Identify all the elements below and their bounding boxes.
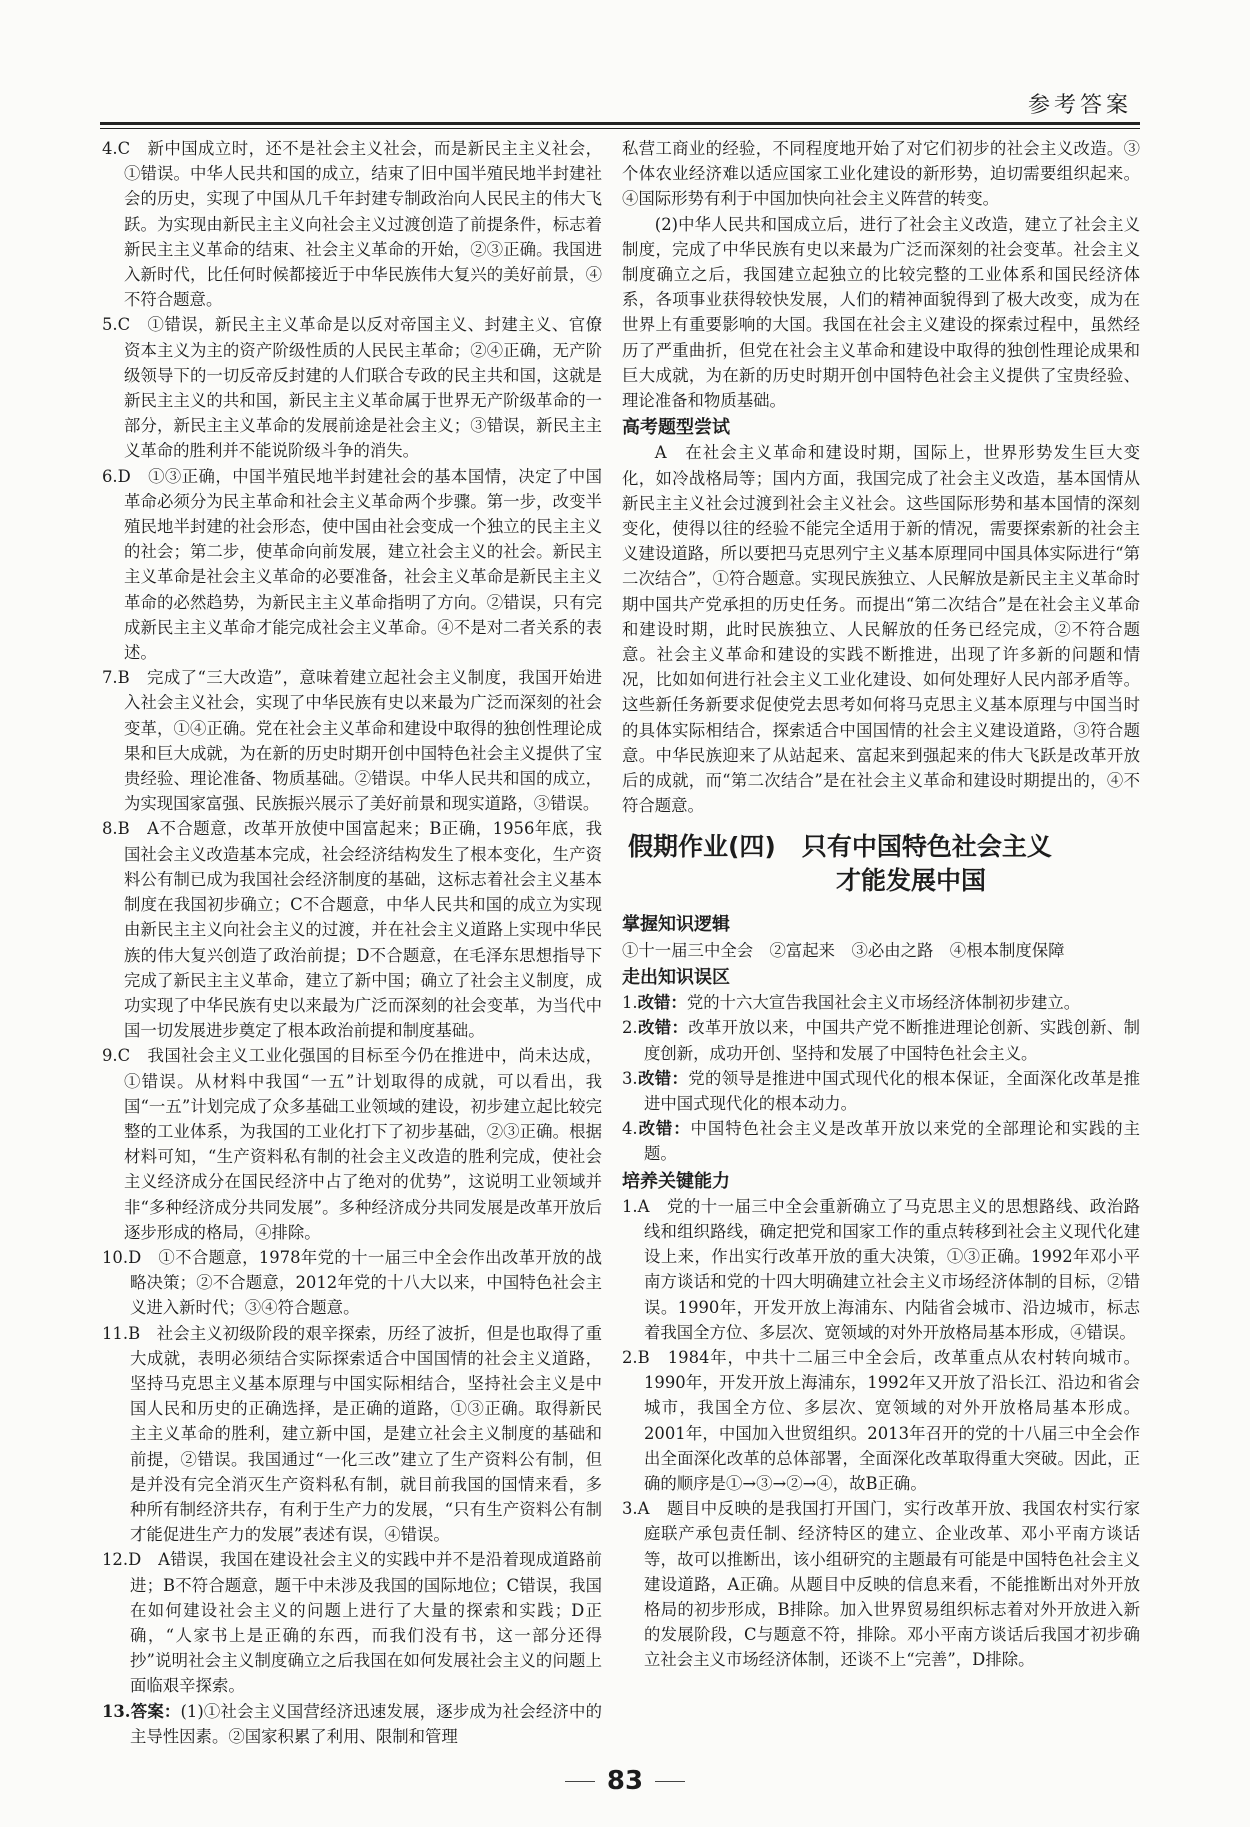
answer-item: 12.D A错误，我国在建设社会主义的实践中并不是沿着现成道路前进；B不符合题意，题干中未涉及我国的国际地位；C错误，我国在如何建设社会主义的问题上进行了大量的探索和实践；D正确，“人家书上是正确的东西，而我们没有书，这一部分还得抄”说明社会主义制度确立之后我国在如何发展社会主义的问题上面临艰辛探索。 bbox=[102, 1550, 603, 1696]
mistake-item: 2.改错：改革开放以来，中国共产党不断推进理论创新、实践创新、制度创新，成功开创、坚持和发展了中国特色社会主义。 bbox=[622, 1018, 1141, 1063]
section-heading-mistakes: 走出知识误区 bbox=[622, 966, 730, 988]
section-heading-knowledge: 掌握知识逻辑 bbox=[622, 914, 730, 936]
header-rule-thin bbox=[100, 128, 1140, 129]
answer-part-2: (2)中华人民共和国成立后，进行了社会主义改造，建立了社会主义制度，完成了中华民族有史以来最为广泛而深刻的社会变革。社会主义制度确立之后，我国建立起独立的比较完整的工业体系和国民经济体系，各项事业获得较快发展，人们的精神面貌得到了极大改变，成为在世界上有重要影响的大国。我国在社会主义建设的探索过程中，虽然经历了严重曲折，但党在社会主义革命和建设中取得的独创性理论成果和巨大成就，为在新的历史时期开创中国特色社会主义提供了宝贵经验、理论准备和物质基础。 bbox=[622, 214, 1140, 411]
section-heading-gaokao: 高考题型尝试 bbox=[622, 417, 730, 439]
answer-item: 10.D ①不合题意，1978年党的十一届三中全会作出改革开放的战略决策；②不合题意，2012年党的十八大以来，中国特色社会主义进入新时代；③④符合题意。 bbox=[102, 1247, 602, 1318]
ability-item: 2.B 1984年，中共十二届三中全会后，改革重点从农村转向城市。1990年，开发开放上海浦东，1992年又开放了沿长江、沿边和省会城市，我国全方位、多层次、宽领域的对外开放格局基本形成。2001年，中国加入世贸组织。2013年召开的党的十八届三中全会作出全面深化改革的总体部署，全面深化改革取得重大突破。因此，正确的顺序是①→③→②→④，故B正确。 bbox=[622, 1347, 1141, 1493]
answer-item: 8.B A不合题意，改革开放使中国富起来；B正确，1956年底，我国社会主义改造基本完成，社会经济结构发生了根本变化，生产资料公有制已成为我国社会经济制度的基础，这标志着社会主义基本制度在我国初步确立；C不合题意，中华人民共和国的成立为实现由新民主主义向社会主义的过渡，并在社会主义道路上实现中华民族的伟大复兴创造了政治前提；D不合题意，在毛泽东思想指导下完成了新民主主义革命，建立了新中国；确立了社会主义制度，成功实现了中华民族有史以来最为广泛而深刻的社会变革，为当代中国一切发展进步奠定了根本政治前提和制度基础。 bbox=[102, 819, 603, 1041]
mistake-item: 3.改错：党的领导是推进中国式现代化的根本保证，全面深化改革是推进中国式现代化的根本动力。 bbox=[622, 1068, 1141, 1113]
homework-topic-line2: 才能发展中国 bbox=[836, 866, 987, 896]
gaokao-answer: A 在社会主义革命和建设时期，国际上，世界形势发生巨大变化，如冷战格局等；国内方面，我国完成了社会主义改造，基本国情从新民主主义社会过渡到社会主义社会。这些国际形势和基本国情的深刻变化，使得以往的经验不能完全适用于新的情况，需要探索新的社会主义建设道路，所以要把马克思列宁主义基本原理同中国具体实际进行“第二次结合”，①符合题意。实现民族独立、人民解放是新民主主义革命时期中国共产党承担的历史任务。而提出“第二次结合”是在社会主义革命和建设时期，此时民族独立、人民解放的任务已经完成，②不符合题意。社会主义革命和建设的实践不断推进，出现了许多新的问题和情况，比如如何进行社会主义工业化建设、如何处理好人民内部矛盾等。这些新任务新要求促使党去思考如何将马克思主义基本原理与中国当时的具体实际相结合，探索适合中国国情的社会主义建设道路，③符合题意。中华民族迎来了从站起来、富起来到强起来的伟大飞跃是改革开放后的成就，而“第二次结合”是在社会主义革命和建设时期提出的，④不符合题意。 bbox=[622, 443, 1140, 816]
left-column bbox=[102, 136, 602, 1749]
answer-item: 11.B 社会主义初级阶段的艰辛探索，历经了波折，但是也取得了重大成就，表明必须结合实际探索适合中国国情的社会主义道路，坚持马克思主义基本原理与中国实际相结合，坚持社会主义是中国人民和历史的正确选择，是正确的道路，①③正确。取得新民主主义革命的胜利，建立新中国，是建立社会主义制度的基础和前提，②错误。我国通过“一化三改”建立了生产资料公有制，但是并没有完全消灭生产资料私有制，就目前我国的国情来看，多种所有制经济共存，有利于生产力的发展，“只有生产资料公有制才能促进生产力的发展”表述有误，④错误。 bbox=[102, 1323, 603, 1545]
knowledge-answers: ①十一届三中全会 ②富起来 ③必由之路 ④根本制度保障 bbox=[622, 940, 1065, 960]
page-header-title: 参考答案 bbox=[1027, 93, 1132, 118]
header-rule bbox=[100, 122, 1140, 125]
answer-item: 4.C 新中国成立时，还不是社会主义社会，而是新民主主义社会，①错误。中华人民共和国的成立，结束了旧中国半殖民地半封建社会的历史，实现了中国从几千年封建专制政治向人民民主的伟大飞跃。为实现由新民主主义向社会主义过渡创造了前提条件，标志着新民主主义革命的结束、社会主义革命的开始，②③正确。我国进入新时代，比任何时候都接近于中华民族伟大复兴的美好前景，④不符合题意。 bbox=[102, 139, 603, 310]
answer-item: 9.C 我国社会主义工业化强国的目标至今仍在推进中，尚未达成，①错误。从材料中我国“一五”计划取得的成就，可以看出，我国“一五”计划完成了众多基础工业领域的建设，初步建立起比较完整的工业体系，为我国的工业化打下了初步基础，②③正确。根据材料可知，“生产资料私有制的社会主义改造的胜利完成，使社会主义经济成分在国民经济中占了绝对的优势”，这说明工业领域并非“多种经济成分共同发展”。多种经济成分共同发展是改革开放后逐步形成的格局，④排除。 bbox=[102, 1046, 603, 1242]
mistake-item: 4.改错：中国特色社会主义是改革开放以来党的全部理论和实践的主题。 bbox=[622, 1119, 1141, 1164]
answer-item: 5.C ①错误，新民主主义革命是以反对帝国主义、封建主义、官僚资本主义为主的资产阶级性质的人民民主革命；②④正确，无产阶级领导下的一切反帝反封建的人们联合专政的民主共和国，这就是新民主主义的共和国，新民主主义革命属于世界无产阶级革命的一部分，新民主主义革命的发展前途是社会主义；③错误，新民主主义革命的胜利并不能说阶级斗争的消失。 bbox=[102, 315, 603, 461]
homework-topic: 只有中国特色社会主义 bbox=[801, 832, 1052, 862]
answer-item: 13.答案：(1)①社会主义国营经济迅速发展，逐步成为社会经济中的主导性因素。②国家积累了利用、限制和管理 bbox=[102, 1701, 603, 1746]
ability-item: 3.A 题目中反映的是我国打开国门，实行改革开放、我国农村实行家庭联产承包责任制、经济特区的建立、企业改革、邓小平南方谈话等，故可以推断出，该小组研究的主题最有可能是中国特色社会主义建设道路，A正确。从题目中反映的信息来看，不能推断出对外开放格局的初步形成，B排除。加入世界贸易组织标志着对外开放进入新的发展阶段，C与题意不符，排除。邓小平南方谈话后我国才初步确立社会主义市场经济体制，还谈不上“完善”，D排除。 bbox=[622, 1499, 1141, 1670]
homework-title bbox=[622, 830, 1140, 898]
answer-continuation: 私营工商业的经验，不同程度地开始了对它们初步的社会主义改造。③个体农业经济难以适应国家工业化建设的新形势，迫切需要组织起来。④国际形势有利于中国加快向社会主义阵营的转变。 bbox=[622, 139, 1140, 209]
ability-item: 1.A 党的十一届三中全会重新确立了马克思主义的思想路线、政治路线和组织路线，确定把党和国家工作的重点转移到社会主义现代化建设上来，作出实行改革开放的重大决策，①③正确。1992年邓小平南方谈话和党的十四大明确建立社会主义市场经济体制的目标，②错误。1990年，开发开放上海浦东、内陆省会城市、沿边城市，标志着我国全方位、多层次、宽领域的对外开放格局基本形成，④错误。 bbox=[622, 1196, 1141, 1342]
page-number: 83 bbox=[0, 1766, 1250, 1796]
answer-item: 7.B 完成了“三大改造”，意味着建立起社会主义制度，我国开始进入社会主义社会，实现了中华民族有史以来最为广泛而深刻的社会变革，①④正确。党在社会主义革命和建设中取得的独创性理论成果和巨大成就，为在新的历史时期开创中国特色社会主义提供了宝贵经验、理论准备、物质基础。②错误。中华人民共和国的成立，为实现国家富强、民族振兴展示了美好前景和现实道路，③错误。 bbox=[102, 668, 603, 814]
right-column bbox=[622, 136, 1140, 1673]
section-heading-ability: 培养关键能力 bbox=[622, 1170, 730, 1192]
mistake-item: 1.改错：党的十六大宣告我国社会主义市场经济体制初步建立。 bbox=[622, 993, 1081, 1013]
homework-number: 假期作业(四) bbox=[628, 832, 776, 862]
answer-item: 6.D ①③正确，中国半殖民地半封建社会的基本国情，决定了中国革命必须分为民主革命和社会主义革命两个步骤。第一步，改变半殖民地半封建的社会形态，使中国由社会变成一个独立的民主主义的社会；第二步，使革命向前发展，建立社会主义的社会。新民主主义革命是社会主义革命的必要准备，社会主义革命是新民主主义革命的必然趋势，为新民主主义革命指明了方向。②错误，只有完成新民主主义革命才能完成社会主义革命。④不是对二者关系的表述。 bbox=[102, 466, 603, 663]
